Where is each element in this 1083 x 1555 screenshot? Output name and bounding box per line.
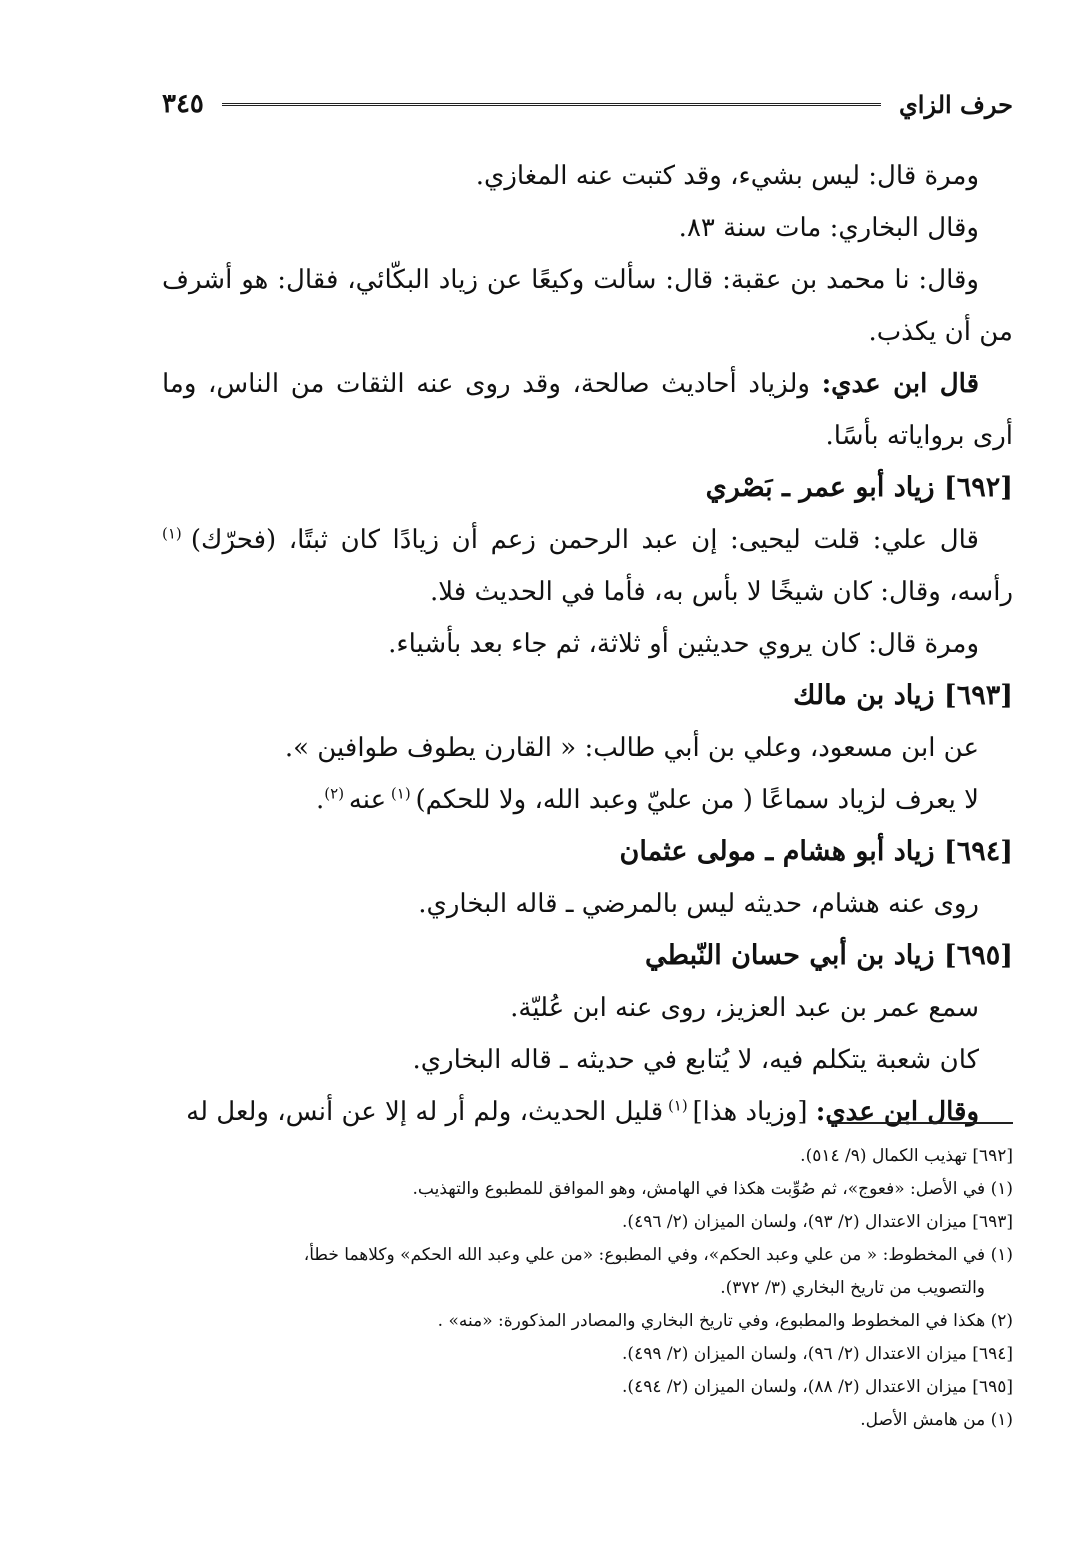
- page-header: [162, 82, 1013, 126]
- paragraph-text: [وزياد هذا]: [692, 1097, 816, 1127]
- footnote: (١) في الأصل: «فعوج»، ثم صُوِّبت هكذا في الهامش، وهو الموافق للمطبوع والتهذيب.: [412, 1179, 1013, 1199]
- paragraph: ومرة قال: كان يروي حديثين أو ثلاثة، ثم جاء بعد بأشياء.: [388, 629, 979, 659]
- chapter-title: حرف الزاي: [899, 89, 1013, 119]
- footnote-text: (١) في المخطوط: « من علي وعبد الحكم»، وفي المطبوع: «من علي وعبد الله الحكم» وكلاهما خطأ،: [303, 1245, 1013, 1265]
- header-rule: [222, 103, 881, 106]
- paragraph: كان شعبة يتكلم فيه، لا يُتابع في حديثه ـ قاله البخاري.: [412, 1045, 979, 1075]
- paragraph-text: لا يعرف لزياد سماعًا ( من عليّ وعبد الله، ولا للحكم): [415, 785, 979, 815]
- paragraph-lead: وقال ابن عدي:: [815, 1097, 979, 1127]
- paragraph: عن ابن مسعود، وعلي بن أبي طالب: « القارن يطوف طوافين ».: [284, 733, 979, 763]
- paragraph: سمع عمر بن عبد العزيز، روى عنه ابن عُليّة.: [510, 993, 979, 1023]
- footnote: (٢) هكذا في المخطوط والمطبوع، وفي تاريخ البخاري والمصادر المذكورة: «منه» .: [437, 1311, 1013, 1331]
- paragraph-text: قليل الحديث، ولم أر له إلا عن أنس، ولعل له: [186, 1097, 664, 1127]
- footnote: [٦٩٥] ميزان الاعتدال (٢/ ٨٨)، ولسان الميزان (٢/ ٤٩٤).: [622, 1377, 1013, 1397]
- entry-title-693: [٦٩٣] زياد بن مالك: [793, 680, 1013, 711]
- paragraph: ومرة قال: ليس بشيء، وقد كتبت عنه المغازي.: [475, 161, 979, 191]
- footnotes: [162, 1140, 1013, 1437]
- page-number: ٣٤٥: [162, 89, 204, 119]
- paragraph-lead: قال ابن عدي:: [821, 369, 979, 399]
- paragraph: وقال البخاري: مات سنة ٨٣.: [678, 213, 979, 243]
- footnote: [٦٩٣] ميزان الاعتدال (٢/ ٩٣)، ولسان الميزان (٢/ ٤٩٦).: [622, 1212, 1013, 1232]
- paragraph-text: رأسه، وقال: كان شيخًا لا بأس به، فأما في الحديث فلا.: [430, 577, 1013, 607]
- paragraph-text: قال علي: قلت ليحيى: إن عبد الرحمن زعم أن زيادًا كان ثبتًا، (فحرّك): [190, 525, 979, 555]
- paragraph: [162, 358, 1013, 462]
- paragraph: وقال: نا محمد بن عقبة: قال: سألت وكيعًا عن زياد البكّائي، فقال: هو أشرف من أن يكذب.: [162, 265, 1013, 347]
- paragraph-text: عنه: [348, 785, 387, 815]
- paragraph: [162, 1086, 1013, 1138]
- paragraph-text: .: [316, 785, 325, 815]
- entry-title-692: [٦٩٢] زياد أبو عمر ـ بَصْري: [705, 472, 1013, 503]
- footnote-ref: (١): [386, 784, 416, 803]
- paragraph: [162, 514, 1013, 618]
- footnote-ref: (١): [162, 524, 191, 543]
- footnote: [٦٩٢] تهذيب الكمال (٩/ ٥١٤).: [800, 1146, 1013, 1166]
- footnote: (١) من هامش الأصل.: [860, 1410, 1013, 1430]
- footnote-ref: (١): [663, 1096, 693, 1115]
- paragraph-text: ولزياد أحاديث صالحة، وقد روى عنه الثقات من الناس، وما أرى برواياته بأسًا.: [162, 369, 1013, 451]
- main-text: [162, 150, 1013, 1138]
- footnote-separator: [828, 1122, 1013, 1124]
- paragraph: روى عنه هشام، حديثه ليس بالمرضي ـ قاله البخاري.: [418, 889, 979, 919]
- footnote: [٦٩٤] ميزان الاعتدال (٢/ ٩٦)، ولسان الميزان (٢/ ٤٩٩).: [622, 1344, 1013, 1364]
- paragraph: [162, 774, 1013, 826]
- entry-title-694: [٦٩٤] زياد أبو هشام ـ مولى عثمان: [619, 836, 1013, 867]
- footnote-text: والتصويب من تاريخ البخاري (٣/ ٣٧٢).: [720, 1278, 985, 1298]
- footnote-ref: (٢): [324, 784, 349, 803]
- footnote: [162, 1239, 1013, 1305]
- entry-title-695: [٦٩٥] زياد بن أبي حسان النّبطي: [645, 940, 1013, 971]
